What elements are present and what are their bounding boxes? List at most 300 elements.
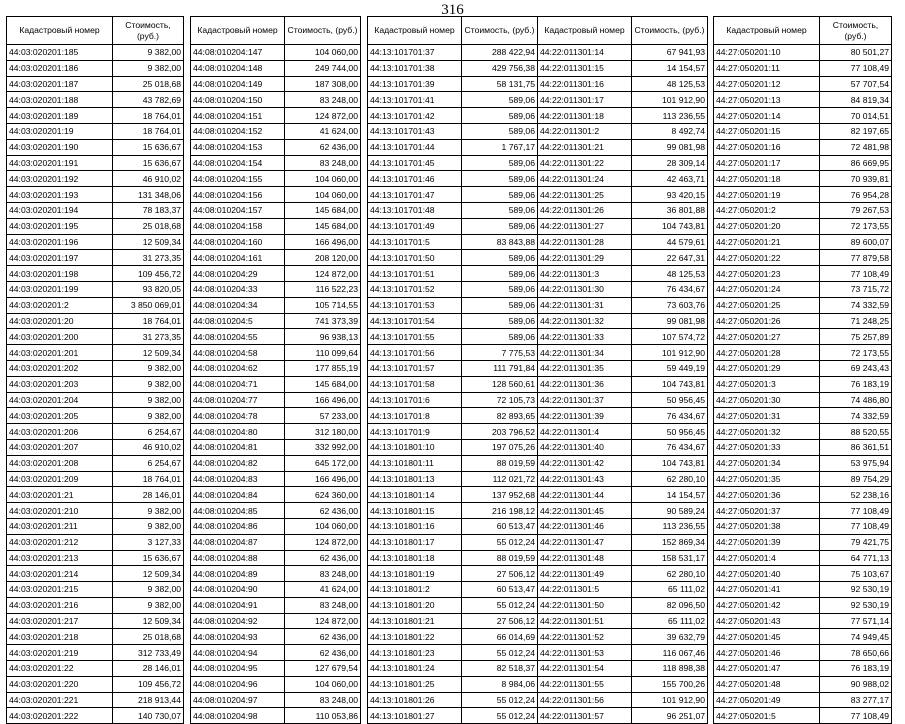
value-cell: 88 019,59	[462, 550, 538, 566]
table-row	[368, 629, 538, 645]
value-cell: 104 060,00	[285, 45, 361, 61]
cadastral-number-cell: 44:27:050201:49	[714, 692, 820, 708]
table-row	[714, 123, 892, 139]
cadastral-table-3	[367, 16, 538, 724]
value-cell: 645 172,00	[285, 455, 361, 471]
table-row	[7, 297, 184, 313]
table-row	[538, 108, 708, 124]
cadastral-number-cell: 44:08:010204:87	[191, 534, 285, 550]
value-cell: 140 730,07	[113, 708, 184, 724]
table-row	[714, 692, 892, 708]
value-cell: 50 956,45	[632, 392, 708, 408]
cadastral-number-cell: 44:13:101701:46	[368, 171, 462, 187]
value-cell: 28 146,01	[113, 661, 184, 677]
table-row	[191, 297, 361, 313]
value-cell: 75 103,67	[820, 566, 892, 582]
cadastral-number-cell: 44:27:050201:17	[714, 155, 820, 171]
value-cell: 83 248,00	[285, 92, 361, 108]
table-row	[191, 503, 361, 519]
cadastral-number-cell: 44:13:101701:49	[368, 218, 462, 234]
cadastral-number-cell: 44:08:010204:97	[191, 692, 285, 708]
cadastral-number-cell: 44:22:011301:53	[538, 645, 632, 661]
value-cell: 62 280,10	[632, 471, 708, 487]
table-row	[714, 281, 892, 297]
value-cell: 96 251,07	[632, 708, 708, 724]
cadastral-number-cell: 44:22:011301:33	[538, 329, 632, 345]
table-row	[714, 313, 892, 329]
cadastral-number-cell: 44:22:011301:17	[538, 92, 632, 108]
value-cell: 31 273,35	[113, 250, 184, 266]
cadastral-number-cell: 44:22:011301:34	[538, 345, 632, 361]
cadastral-number-cell: 44:08:010204:90	[191, 582, 285, 598]
cadastral-number-cell: 44:27:050201:40	[714, 566, 820, 582]
cadastral-number-cell: 44:27:050201:12	[714, 76, 820, 92]
value-cell: 589,06	[462, 202, 538, 218]
cadastral-number-cell: 44:27:050201:4	[714, 550, 820, 566]
table-row	[538, 424, 708, 440]
table-row	[714, 439, 892, 455]
value-cell: 9 382,00	[113, 582, 184, 598]
cadastral-number-cell: 44:13:101701:54	[368, 313, 462, 329]
cadastral-number-cell: 44:22:011301:2	[538, 123, 632, 139]
value-cell: 55 012,24	[462, 708, 538, 724]
cadastral-number-cell: 44:13:101701:50	[368, 250, 462, 266]
column-header-cadastral-number: Кадастровый номер	[368, 17, 462, 45]
table-row	[538, 661, 708, 677]
value-cell: 83 248,00	[285, 566, 361, 582]
table-row	[7, 518, 184, 534]
cadastral-number-cell: 44:03:020201:205	[7, 408, 113, 424]
cadastral-number-cell: 44:22:011301:48	[538, 550, 632, 566]
cadastral-number-cell: 44:13:101701:51	[368, 266, 462, 282]
table-row	[714, 582, 892, 598]
table-row	[714, 645, 892, 661]
table-row	[7, 281, 184, 297]
cadastral-number-cell: 44:22:011301:45	[538, 503, 632, 519]
table-row	[191, 408, 361, 424]
table-row	[191, 123, 361, 139]
cadastral-number-cell: 44:03:020201:188	[7, 92, 113, 108]
value-cell: 12 509,34	[113, 234, 184, 250]
cadastral-number-cell: 44:27:050201:41	[714, 582, 820, 598]
table-row	[368, 218, 538, 234]
value-cell: 589,06	[462, 187, 538, 203]
cadastral-number-cell: 44:13:101801:25	[368, 676, 462, 692]
table-row	[538, 218, 708, 234]
table-row	[191, 708, 361, 724]
cadastral-number-cell: 44:08:010204:147	[191, 45, 285, 61]
cadastral-number-cell: 44:22:011301:14	[538, 45, 632, 61]
value-cell: 83 248,00	[285, 692, 361, 708]
value-cell: 36 801,88	[632, 202, 708, 218]
value-cell: 104 060,00	[285, 187, 361, 203]
table-row	[368, 503, 538, 519]
table-row	[714, 329, 892, 345]
value-cell: 77 879,58	[820, 250, 892, 266]
cadastral-number-cell: 44:03:020201:187	[7, 76, 113, 92]
value-cell: 589,06	[462, 171, 538, 187]
cadastral-number-cell: 44:08:010204:5	[191, 313, 285, 329]
cadastral-number-cell: 44:27:050201:10	[714, 45, 820, 61]
table-row	[714, 155, 892, 171]
cadastral-table-2	[190, 16, 361, 724]
cadastral-number-cell: 44:08:010204:82	[191, 455, 285, 471]
value-cell: 93 820,05	[113, 281, 184, 297]
cadastral-number-cell: 44:08:010204:84	[191, 487, 285, 503]
value-cell: 101 912,90	[632, 345, 708, 361]
value-cell: 589,06	[462, 329, 538, 345]
table-row	[368, 155, 538, 171]
table-row	[368, 281, 538, 297]
table-row	[368, 566, 538, 582]
table-row	[538, 376, 708, 392]
value-cell: 332 992,00	[285, 439, 361, 455]
cadastral-number-cell: 44:13:101701:55	[368, 329, 462, 345]
cadastral-number-cell: 44:27:050201:42	[714, 597, 820, 613]
table-row	[538, 708, 708, 724]
cadastral-number-cell: 44:27:050201:47	[714, 661, 820, 677]
table-row	[191, 108, 361, 124]
value-cell: 3 850 069,01	[113, 297, 184, 313]
table-row	[7, 645, 184, 661]
table-row	[7, 60, 184, 76]
table-row	[191, 676, 361, 692]
table-row	[368, 313, 538, 329]
value-cell: 8 492,74	[632, 123, 708, 139]
table-row	[538, 297, 708, 313]
value-cell: 76 183,19	[820, 376, 892, 392]
cadastral-number-cell: 44:22:011301:44	[538, 487, 632, 503]
cadastral-number-cell: 44:08:010204:55	[191, 329, 285, 345]
value-cell: 218 913,44	[113, 692, 184, 708]
table-row	[7, 597, 184, 613]
table-row	[368, 439, 538, 455]
table-row	[7, 234, 184, 250]
value-cell: 59 449,19	[632, 360, 708, 376]
cadastral-number-cell: 44:08:010204:93	[191, 629, 285, 645]
value-cell: 18 764,01	[113, 313, 184, 329]
cadastral-number-cell: 44:13:101701:45	[368, 155, 462, 171]
value-cell: 14 154,57	[632, 60, 708, 76]
table-row	[538, 613, 708, 629]
cadastral-number-cell: 44:22:011301:43	[538, 471, 632, 487]
table-row	[368, 250, 538, 266]
cadastral-number-cell: 44:22:011301:51	[538, 613, 632, 629]
cadastral-number-cell: 44:03:020201:202	[7, 360, 113, 376]
cadastral-number-cell: 44:03:020201:218	[7, 629, 113, 645]
value-cell: 12 509,34	[113, 613, 184, 629]
table-row	[538, 597, 708, 613]
cadastral-number-cell: 44:27:050201:29	[714, 360, 820, 376]
table-row	[714, 613, 892, 629]
value-cell: 74 332,59	[820, 408, 892, 424]
cadastral-number-cell: 44:22:011301:37	[538, 392, 632, 408]
table-row	[191, 439, 361, 455]
table-row	[368, 692, 538, 708]
value-cell: 53 975,94	[820, 455, 892, 471]
cadastral-number-cell: 44:27:050201:48	[714, 676, 820, 692]
value-cell: 9 382,00	[113, 45, 184, 61]
value-cell: 9 382,00	[113, 376, 184, 392]
cadastral-number-cell: 44:22:011301:15	[538, 60, 632, 76]
cadastral-number-cell: 44:13:101801:2	[368, 582, 462, 598]
table-row	[714, 455, 892, 471]
cadastral-number-cell: 44:13:101801:27	[368, 708, 462, 724]
value-cell: 288 422,94	[462, 45, 538, 61]
cadastral-number-cell: 44:03:020201:192	[7, 171, 113, 187]
value-cell: 78 183,37	[113, 202, 184, 218]
value-cell: 62 436,00	[285, 503, 361, 519]
value-cell: 76 434,67	[632, 408, 708, 424]
table-row	[538, 171, 708, 187]
cadastral-number-cell: 44:13:101701:39	[368, 76, 462, 92]
value-cell: 42 463,71	[632, 171, 708, 187]
value-cell: 22 647,31	[632, 250, 708, 266]
cadastral-number-cell: 44:27:050201:18	[714, 171, 820, 187]
table-row	[714, 171, 892, 187]
table-row	[7, 550, 184, 566]
table-row	[538, 518, 708, 534]
value-cell: 46 910,02	[113, 171, 184, 187]
table-row	[368, 392, 538, 408]
value-cell: 69 243,43	[820, 360, 892, 376]
value-cell: 72 173,55	[820, 218, 892, 234]
table-row	[538, 439, 708, 455]
value-cell: 76 434,67	[632, 439, 708, 455]
table-row	[538, 250, 708, 266]
value-cell: 55 012,24	[462, 645, 538, 661]
table-row	[714, 550, 892, 566]
table-row	[368, 550, 538, 566]
value-cell: 101 912,90	[632, 692, 708, 708]
cadastral-number-cell: 44:03:020201:190	[7, 139, 113, 155]
cadastral-number-cell: 44:03:020201:20	[7, 313, 113, 329]
table-row	[538, 676, 708, 692]
cadastral-number-cell: 44:22:011301:22	[538, 155, 632, 171]
value-cell: 197 075,26	[462, 439, 538, 455]
table-header-row	[7, 17, 184, 45]
table-row	[191, 645, 361, 661]
value-cell: 71 248,25	[820, 313, 892, 329]
cadastral-number-cell: 44:27:050201:46	[714, 645, 820, 661]
table-row	[714, 392, 892, 408]
cadastral-number-cell: 44:27:050201:3	[714, 376, 820, 392]
table-row	[714, 566, 892, 582]
value-cell: 90 589,24	[632, 503, 708, 519]
table-row	[191, 376, 361, 392]
value-cell: 104 743,81	[632, 218, 708, 234]
value-cell: 60 513,47	[462, 582, 538, 598]
value-cell: 50 956,45	[632, 424, 708, 440]
value-cell: 15 636,67	[113, 155, 184, 171]
table-row	[368, 597, 538, 613]
value-cell: 110 053,86	[285, 708, 361, 724]
value-cell: 62 436,00	[285, 645, 361, 661]
table-row	[191, 661, 361, 677]
value-cell: 105 714,55	[285, 297, 361, 313]
value-cell: 166 496,00	[285, 392, 361, 408]
table-row	[538, 329, 708, 345]
value-cell: 74 486,80	[820, 392, 892, 408]
value-cell: 83 248,00	[285, 155, 361, 171]
table-row	[368, 266, 538, 282]
table-row	[538, 487, 708, 503]
value-cell: 131 348,06	[113, 187, 184, 203]
cadastral-number-cell: 44:27:050201:23	[714, 266, 820, 282]
table-header-row	[191, 17, 361, 45]
value-cell: 109 456,72	[113, 266, 184, 282]
table-row	[7, 202, 184, 218]
table-row	[368, 92, 538, 108]
table-row	[714, 187, 892, 203]
value-cell: 88 019,59	[462, 455, 538, 471]
cadastral-number-cell: 44:22:011301:16	[538, 76, 632, 92]
value-cell: 90 988,02	[820, 676, 892, 692]
table-row	[368, 76, 538, 92]
table-row	[191, 629, 361, 645]
value-cell: 741 373,39	[285, 313, 361, 329]
table-row	[7, 708, 184, 724]
value-cell: 89 600,07	[820, 234, 892, 250]
table-row	[7, 676, 184, 692]
cadastral-number-cell: 44:27:050201:25	[714, 297, 820, 313]
cadastral-number-cell: 44:03:020201:21	[7, 487, 113, 503]
table-row	[368, 234, 538, 250]
value-cell: 73 715,72	[820, 281, 892, 297]
cadastral-number-cell: 44:03:020201:213	[7, 550, 113, 566]
value-cell: 589,06	[462, 123, 538, 139]
value-cell: 429 756,38	[462, 60, 538, 76]
value-cell: 113 236,55	[632, 518, 708, 534]
table-row	[7, 139, 184, 155]
value-cell: 112 021,72	[462, 471, 538, 487]
value-cell: 41 624,00	[285, 582, 361, 598]
table-row	[191, 171, 361, 187]
table-row	[538, 534, 708, 550]
table-row	[7, 345, 184, 361]
table-row	[7, 250, 184, 266]
value-cell: 55 012,24	[462, 597, 538, 613]
cadastral-number-cell: 44:27:050201:19	[714, 187, 820, 203]
table-row	[7, 582, 184, 598]
cadastral-number-cell: 44:03:020201:186	[7, 60, 113, 76]
cadastral-number-cell: 44:13:101801:24	[368, 661, 462, 677]
column-header-value: Стоимость, (руб.)	[632, 17, 708, 45]
cadastral-number-cell: 44:08:010204:89	[191, 566, 285, 582]
cadastral-number-cell: 44:03:020201:191	[7, 155, 113, 171]
table-row	[538, 692, 708, 708]
table-row	[191, 76, 361, 92]
column-header-cadastral-number: Кадастровый номер	[538, 17, 632, 45]
value-cell: 55 012,24	[462, 534, 538, 550]
cadastral-number-cell: 44:03:020201:194	[7, 202, 113, 218]
value-cell: 124 872,00	[285, 108, 361, 124]
cadastral-number-cell: 44:27:050201:39	[714, 534, 820, 550]
value-cell: 155 700,26	[632, 676, 708, 692]
value-cell: 48 125,53	[632, 266, 708, 282]
cadastral-number-cell: 44:03:020201:217	[7, 613, 113, 629]
cadastral-number-cell: 44:08:010204:156	[191, 187, 285, 203]
cadastral-number-cell: 44:27:050201:14	[714, 108, 820, 124]
value-cell: 72 105,73	[462, 392, 538, 408]
value-cell: 177 855,19	[285, 360, 361, 376]
table-row	[7, 376, 184, 392]
value-cell: 589,06	[462, 250, 538, 266]
table-row	[7, 471, 184, 487]
value-cell: 109 456,72	[113, 676, 184, 692]
table-row	[714, 708, 892, 724]
table-row	[714, 297, 892, 313]
cadastral-number-cell: 44:03:020201:219	[7, 645, 113, 661]
table-row	[191, 424, 361, 440]
cadastral-number-cell: 44:13:101801:10	[368, 439, 462, 455]
table-row	[7, 360, 184, 376]
cadastral-number-cell: 44:22:011301:29	[538, 250, 632, 266]
cadastral-number-cell: 44:13:101801:19	[368, 566, 462, 582]
value-cell: 25 018,68	[113, 76, 184, 92]
table-row	[714, 629, 892, 645]
table-row	[368, 123, 538, 139]
value-cell: 74 332,59	[820, 297, 892, 313]
table-row	[368, 329, 538, 345]
cadastral-number-cell: 44:08:010204:58	[191, 345, 285, 361]
cadastral-number-cell: 44:27:050201:26	[714, 313, 820, 329]
cadastral-number-cell: 44:08:010204:148	[191, 60, 285, 76]
table-row	[7, 613, 184, 629]
table-row	[538, 234, 708, 250]
table-row	[714, 661, 892, 677]
value-cell: 9 382,00	[113, 360, 184, 376]
value-cell: 67 941,93	[632, 45, 708, 61]
value-cell: 99 081,98	[632, 313, 708, 329]
value-cell: 113 236,55	[632, 108, 708, 124]
cadastral-number-cell: 44:13:101801:14	[368, 487, 462, 503]
table-row	[538, 360, 708, 376]
table-row	[714, 408, 892, 424]
table-row	[191, 92, 361, 108]
value-cell: 31 273,35	[113, 329, 184, 345]
cadastral-number-cell: 44:08:010204:150	[191, 92, 285, 108]
cadastral-number-cell: 44:03:020201:204	[7, 392, 113, 408]
cadastral-number-cell: 44:22:011301:24	[538, 171, 632, 187]
cadastral-number-cell: 44:03:020201:208	[7, 455, 113, 471]
value-cell: 39 632,79	[632, 629, 708, 645]
table-row	[714, 234, 892, 250]
cadastral-number-cell: 44:13:101801:11	[368, 455, 462, 471]
table-row	[538, 139, 708, 155]
table-row	[7, 329, 184, 345]
value-cell: 1 767,17	[462, 139, 538, 155]
value-cell: 92 530,19	[820, 597, 892, 613]
value-cell: 70 939,81	[820, 171, 892, 187]
cadastral-number-cell: 44:27:050201:22	[714, 250, 820, 266]
value-cell: 12 509,34	[113, 566, 184, 582]
table-row	[368, 676, 538, 692]
value-cell: 80 501,27	[820, 45, 892, 61]
value-cell: 76 434,67	[632, 281, 708, 297]
cadastral-number-cell: 44:03:020201:221	[7, 692, 113, 708]
table-row	[538, 187, 708, 203]
cadastral-number-cell: 44:08:010204:83	[191, 471, 285, 487]
cadastral-number-cell: 44:08:010204:92	[191, 613, 285, 629]
cadastral-number-cell: 44:13:101801:16	[368, 518, 462, 534]
table-row	[538, 455, 708, 471]
cadastral-number-cell: 44:27:050201:31	[714, 408, 820, 424]
table-row	[538, 155, 708, 171]
value-cell: 48 125,53	[632, 76, 708, 92]
cadastral-number-cell: 44:03:020201:207	[7, 439, 113, 455]
value-cell: 18 764,01	[113, 123, 184, 139]
